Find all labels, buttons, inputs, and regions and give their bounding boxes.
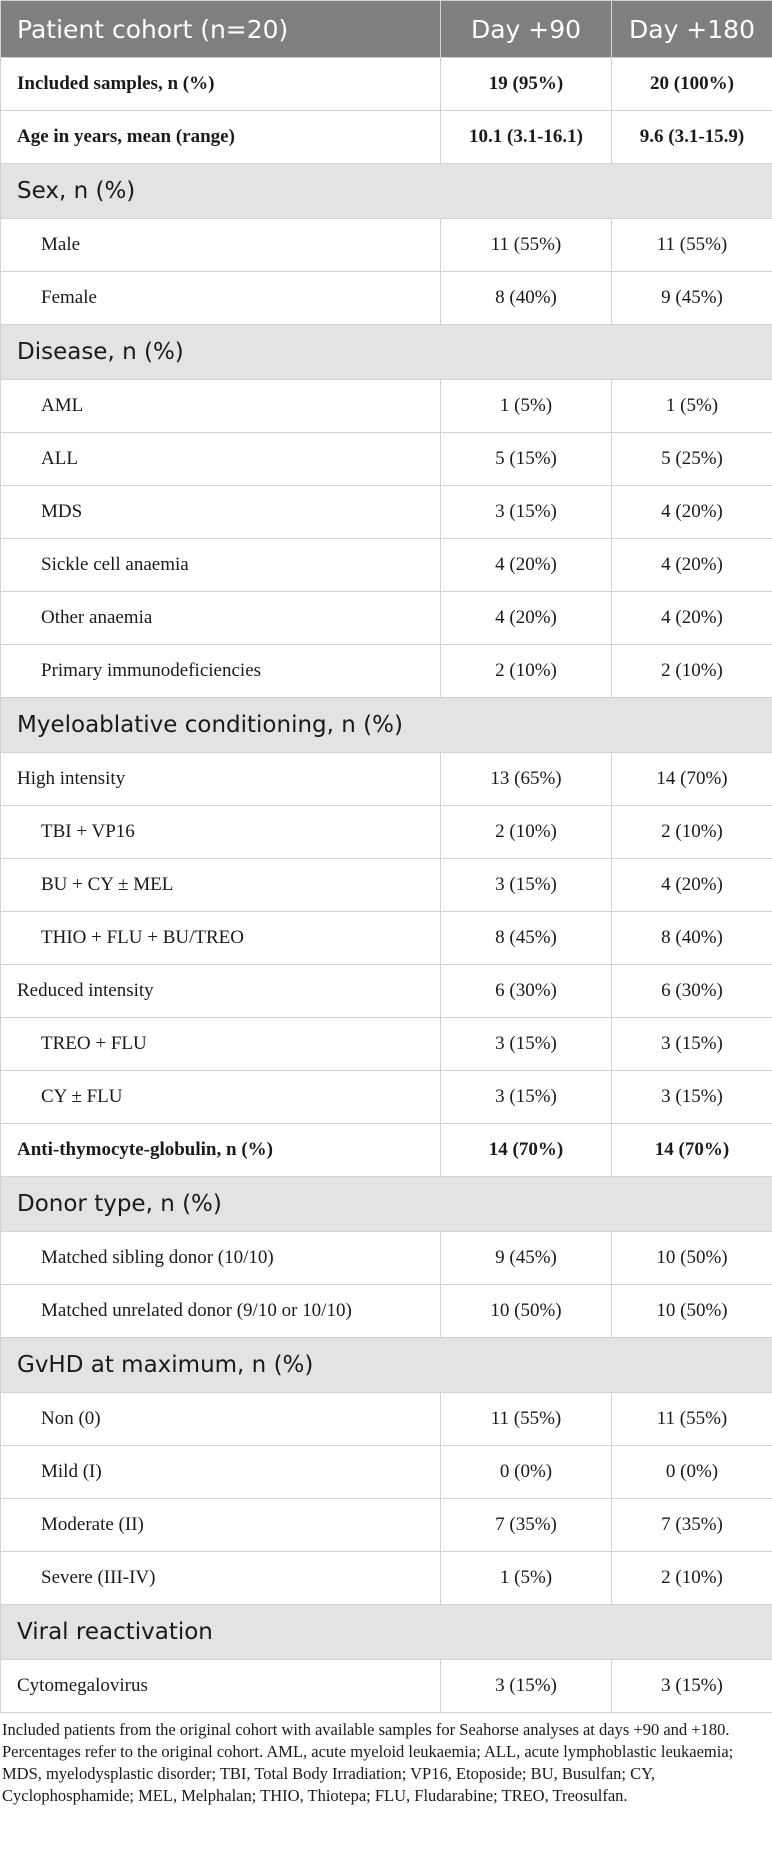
cell-day-90: 3 (15%) xyxy=(441,1018,612,1071)
cell-day-90: 5 (15%) xyxy=(441,433,612,486)
section-label: Disease, n (%) xyxy=(1,325,772,380)
section-header-row xyxy=(1,1177,772,1232)
row-label: Sickle cell anaemia xyxy=(1,539,441,592)
row-label: Female xyxy=(1,272,441,325)
cell-day-90: 7 (35%) xyxy=(441,1499,612,1552)
row-label: Anti-thymocyte-globulin, n (%) xyxy=(1,1124,441,1177)
cell-day-180: 14 (70%) xyxy=(612,1124,772,1177)
table-row xyxy=(1,380,772,433)
row-label: Other anaemia xyxy=(1,592,441,645)
table-row xyxy=(1,1071,772,1124)
table-row xyxy=(1,58,772,111)
cell-day-90: 2 (10%) xyxy=(441,806,612,859)
table-row xyxy=(1,272,772,325)
table-row xyxy=(1,912,772,965)
cell-day-90: 11 (55%) xyxy=(441,219,612,272)
cell-day-180: 2 (10%) xyxy=(612,806,772,859)
table-row xyxy=(1,1393,772,1446)
cell-day-180: 4 (20%) xyxy=(612,486,772,539)
section-label: Viral reactivation xyxy=(1,1605,772,1660)
cell-day-180: 4 (20%) xyxy=(612,592,772,645)
cell-day-90: 0 (0%) xyxy=(441,1446,612,1499)
section-label: Donor type, n (%) xyxy=(1,1177,772,1232)
cell-day-90: 10.1 (3.1-16.1) xyxy=(441,111,612,164)
row-label: Male xyxy=(1,219,441,272)
cell-day-180: 4 (20%) xyxy=(612,539,772,592)
row-label: Matched unrelated donor (9/10 or 10/10) xyxy=(1,1285,441,1338)
row-label: Cytomegalovirus xyxy=(1,1660,441,1713)
section-label: Myeloablative conditioning, n (%) xyxy=(1,698,772,753)
section-header-row xyxy=(1,164,772,219)
cell-day-180: 7 (35%) xyxy=(612,1499,772,1552)
table-row xyxy=(1,1552,772,1605)
row-label: Primary immunodeficiencies xyxy=(1,645,441,698)
cell-day-180: 14 (70%) xyxy=(612,753,772,806)
cell-day-180: 9.6 (3.1-15.9) xyxy=(612,111,772,164)
table-row xyxy=(1,486,772,539)
cell-day-90: 8 (45%) xyxy=(441,912,612,965)
table-row xyxy=(1,1285,772,1338)
cell-day-90: 3 (15%) xyxy=(441,859,612,912)
section-header-row xyxy=(1,698,772,753)
table-row xyxy=(1,592,772,645)
table-row xyxy=(1,1124,772,1177)
cell-day-180: 11 (55%) xyxy=(612,219,772,272)
cell-day-90: 9 (45%) xyxy=(441,1232,612,1285)
table-row xyxy=(1,806,772,859)
table-row xyxy=(1,1018,772,1071)
row-label: Non (0) xyxy=(1,1393,441,1446)
table-body xyxy=(1,58,772,1713)
cell-day-90: 1 (5%) xyxy=(441,380,612,433)
cell-day-180: 5 (25%) xyxy=(612,433,772,486)
cell-day-90: 8 (40%) xyxy=(441,272,612,325)
cell-day-180: 11 (55%) xyxy=(612,1393,772,1446)
table-row xyxy=(1,1446,772,1499)
section-label: Sex, n (%) xyxy=(1,164,772,219)
row-label: TBI + VP16 xyxy=(1,806,441,859)
header-day-90: Day +90 xyxy=(441,1,612,58)
cell-day-90: 14 (70%) xyxy=(441,1124,612,1177)
cell-day-180: 8 (40%) xyxy=(612,912,772,965)
cell-day-90: 13 (65%) xyxy=(441,753,612,806)
header-row xyxy=(1,1,772,58)
row-label: Mild (I) xyxy=(1,1446,441,1499)
table-row xyxy=(1,1232,772,1285)
cell-day-180: 4 (20%) xyxy=(612,859,772,912)
row-label: High intensity xyxy=(1,753,441,806)
cell-day-90: 2 (10%) xyxy=(441,645,612,698)
section-label: GvHD at maximum, n (%) xyxy=(1,1338,772,1393)
cell-day-180: 6 (30%) xyxy=(612,965,772,1018)
cell-day-90: 6 (30%) xyxy=(441,965,612,1018)
cell-day-90: 1 (5%) xyxy=(441,1552,612,1605)
cell-day-90: 10 (50%) xyxy=(441,1285,612,1338)
table-row xyxy=(1,433,772,486)
cell-day-90: 3 (15%) xyxy=(441,1071,612,1124)
table-row xyxy=(1,539,772,592)
table-row xyxy=(1,1660,772,1713)
cell-day-180: 2 (10%) xyxy=(612,1552,772,1605)
table-row xyxy=(1,965,772,1018)
row-label: TREO + FLU xyxy=(1,1018,441,1071)
cell-day-180: 10 (50%) xyxy=(612,1232,772,1285)
section-header-row xyxy=(1,1605,772,1660)
cell-day-90: 3 (15%) xyxy=(441,486,612,539)
cell-day-90: 3 (15%) xyxy=(441,1660,612,1713)
row-label: AML xyxy=(1,380,441,433)
header-day-180: Day +180 xyxy=(612,1,772,58)
table-row xyxy=(1,753,772,806)
cell-day-180: 3 (15%) xyxy=(612,1660,772,1713)
row-label: Matched sibling donor (10/10) xyxy=(1,1232,441,1285)
header-patient-cohort: Patient cohort (n=20) xyxy=(1,1,441,58)
cell-day-90: 4 (20%) xyxy=(441,539,612,592)
section-header-row xyxy=(1,1338,772,1393)
row-label: Reduced intensity xyxy=(1,965,441,1018)
table-footnote: Included patients from the original cohort with available samples for Seahorse analyses at days +90 and +180. Percentages refer to the original cohort. AML, acute myeloid leukaemia; ALL, acute lymphoblastic leukaemia; MDS, myelodysplastic disorder; TBI, Total Body Irradiation; VP16, Etoposide; BU, Busulfan; CY, Cyclophosphamide; MEL, Melphalan; THIO, Thiotepa; FLU, Fludarabine; TREO, Treosulfan. xyxy=(2,1720,734,1805)
cell-day-180: 2 (10%) xyxy=(612,645,772,698)
cell-day-180: 10 (50%) xyxy=(612,1285,772,1338)
row-label: Moderate (II) xyxy=(1,1499,441,1552)
cell-day-90: 19 (95%) xyxy=(441,58,612,111)
cell-day-90: 4 (20%) xyxy=(441,592,612,645)
row-label: MDS xyxy=(1,486,441,539)
row-label: Age in years, mean (range) xyxy=(1,111,441,164)
row-label: BU + CY ± MEL xyxy=(1,859,441,912)
row-label: ALL xyxy=(1,433,441,486)
table-row xyxy=(1,859,772,912)
table-row xyxy=(1,111,772,164)
cell-day-180: 3 (15%) xyxy=(612,1018,772,1071)
cell-day-180: 3 (15%) xyxy=(612,1071,772,1124)
table-row xyxy=(1,645,772,698)
row-label: THIO + FLU + BU/TREO xyxy=(1,912,441,965)
row-label: CY ± FLU xyxy=(1,1071,441,1124)
table-row xyxy=(1,1499,772,1552)
row-label: Included samples, n (%) xyxy=(1,58,441,111)
cell-day-180: 9 (45%) xyxy=(612,272,772,325)
section-header-row xyxy=(1,325,772,380)
cell-day-180: 1 (5%) xyxy=(612,380,772,433)
row-label: Severe (III-IV) xyxy=(1,1552,441,1605)
table-row xyxy=(1,219,772,272)
cell-day-180: 0 (0%) xyxy=(612,1446,772,1499)
cell-day-90: 11 (55%) xyxy=(441,1393,612,1446)
cell-day-180: 20 (100%) xyxy=(612,58,772,111)
